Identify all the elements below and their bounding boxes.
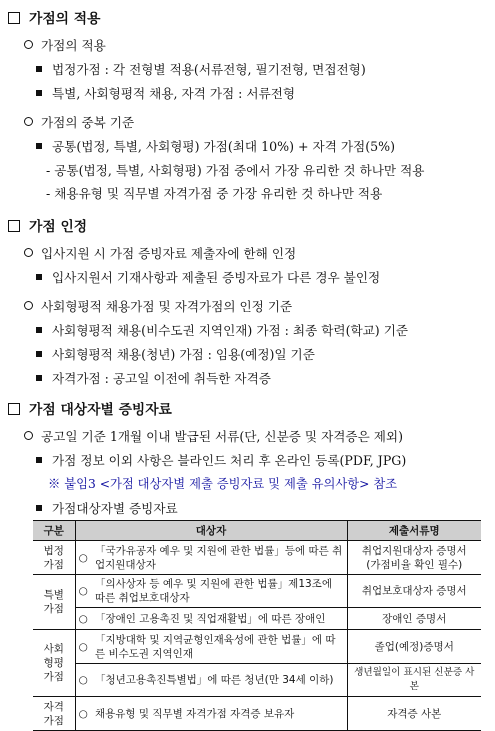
row-category: 특별 가점 xyxy=(33,575,75,630)
square-bullet-icon xyxy=(36,327,42,333)
row-mark: ○ xyxy=(75,697,91,731)
reference-note: ※ 붙임3 <가점 대상자별 제출 증빙자료 및 제출 유의사항> 참조 xyxy=(48,477,398,491)
table-row xyxy=(33,630,481,664)
row-mark: ○ xyxy=(75,630,91,664)
row-mark: ○ xyxy=(75,608,91,630)
item-circle: 가점의 적용 xyxy=(24,37,106,54)
item-square: 자격가점 : 공고일 이전에 취득한 자격증 xyxy=(36,370,271,387)
checkbox-square-icon xyxy=(8,220,20,232)
row-documents: 졸업(예정)증명서 xyxy=(347,630,481,664)
row-mark: ○ xyxy=(75,541,91,575)
item-square: 공통(법정, 특별, 사회형평) 가점(최대 10%) + 자격 가점(5%) xyxy=(36,138,395,155)
table-row xyxy=(33,664,481,697)
header-documents: 제출서류명 xyxy=(347,521,481,541)
circle-bullet-icon xyxy=(24,117,33,126)
row-target: 「국가유공자 예우 및 지원에 관한 법률」등에 따른 취업지원대상자 xyxy=(91,541,347,575)
square-bullet-icon xyxy=(36,375,42,381)
item-square: 법정가점 : 각 전형별 적용(서류전형, 필기전형, 면접전형) xyxy=(36,61,366,78)
item-square: 사회형평적 채용(비수도권 지역인재) 가점 : 최종 학력(학교) 기준 xyxy=(36,322,408,339)
item-circle: 사회형평적 채용가점 및 자격가점의 인정 기준 xyxy=(24,298,292,315)
section-title-1: 가점의 적용 xyxy=(8,11,100,28)
item-dash: - 채용유형 및 직무별 자격가점 중 가장 유리한 것 하나만 적용 xyxy=(46,186,383,201)
square-bullet-icon xyxy=(36,66,42,72)
section-title-3: 가점 대상자별 증빙자료 xyxy=(8,402,172,419)
header-target: 대상자 xyxy=(75,521,347,541)
item-circle: 가점의 중복 기준 xyxy=(24,114,134,131)
row-documents: 생년월일이 표시된 신분증 사본 xyxy=(347,664,481,697)
table-row xyxy=(33,541,481,575)
circle-bullet-icon xyxy=(24,301,33,310)
row-target: 「의사상자 등 예우 및 지원에 관한 법률」제13조에 따른 취업보호대상자 xyxy=(91,575,347,608)
row-documents: 자격증 사본 xyxy=(347,697,481,731)
checkbox-square-icon xyxy=(8,12,20,24)
square-bullet-icon xyxy=(36,505,42,511)
row-target: 「장애인 고용촉진 및 직업재활법」에 따른 장애인 xyxy=(91,608,347,630)
item-square: 가점 정보 이외 사항은 블라인드 처리 후 온라인 등록(PDF, JPG) xyxy=(36,452,406,469)
item-square: 특별, 사회형평적 채용, 자격 가점 : 서류전형 xyxy=(36,85,295,102)
square-bullet-icon xyxy=(36,274,42,280)
checkbox-square-icon xyxy=(8,403,20,415)
row-target: 채용유형 및 직무별 자격가점 자격증 보유자 xyxy=(91,697,347,731)
circle-bullet-icon xyxy=(24,40,33,49)
item-square: 가점대상자별 증빙자료 xyxy=(36,500,178,517)
square-bullet-icon xyxy=(36,143,42,149)
item-square: 사회형평적 채용(청년) 가점 : 임용(예정)일 기준 xyxy=(36,346,315,363)
square-bullet-icon xyxy=(36,457,42,463)
row-documents: 장애인 증명서 xyxy=(347,608,481,630)
item-square: 입사지원서 기재사항과 제출된 증빙자료가 다른 경우 불인정 xyxy=(36,269,380,286)
row-target: 「청년고용촉진특별법」에 따른 청년(만 34세 이하) xyxy=(91,664,347,697)
circle-bullet-icon xyxy=(24,248,33,257)
section-title-2: 가점 인정 xyxy=(8,219,87,236)
row-target: 「지방대학 및 지역균형인재육성에 관한 법률」에 따른 비수도권 지역인재 xyxy=(91,630,347,664)
row-mark: ○ xyxy=(75,664,91,697)
square-bullet-icon xyxy=(36,90,42,96)
table-row xyxy=(33,575,481,608)
header-category: 구분 xyxy=(33,521,75,541)
table-row xyxy=(33,608,481,630)
square-bullet-icon xyxy=(36,351,42,357)
row-documents: 취업지원대상자 증명서 (가점비율 확인 필수) xyxy=(347,541,481,575)
item-circle: 입사지원 시 가점 증빙자료 제출자에 한해 인정 xyxy=(24,245,296,262)
row-category: 자격 가점 xyxy=(33,697,75,731)
evidence-table xyxy=(33,520,481,731)
table-header-row xyxy=(33,521,481,541)
row-mark: ○ xyxy=(75,575,91,608)
circle-bullet-icon xyxy=(24,431,33,440)
row-category: 법정 가점 xyxy=(33,541,75,575)
row-category: 사회 형평 가점 xyxy=(33,630,75,697)
item-dash: - 공통(법정, 특별, 사회형평) 가점 중에서 가장 유리한 것 하나만 적용 xyxy=(46,163,425,178)
table-row xyxy=(33,697,481,731)
item-circle: 공고일 기준 1개월 이내 발급된 서류(단, 신분증 및 자격증은 제외) xyxy=(24,428,403,445)
row-documents: 취업보호대상자 증명서 xyxy=(347,575,481,608)
